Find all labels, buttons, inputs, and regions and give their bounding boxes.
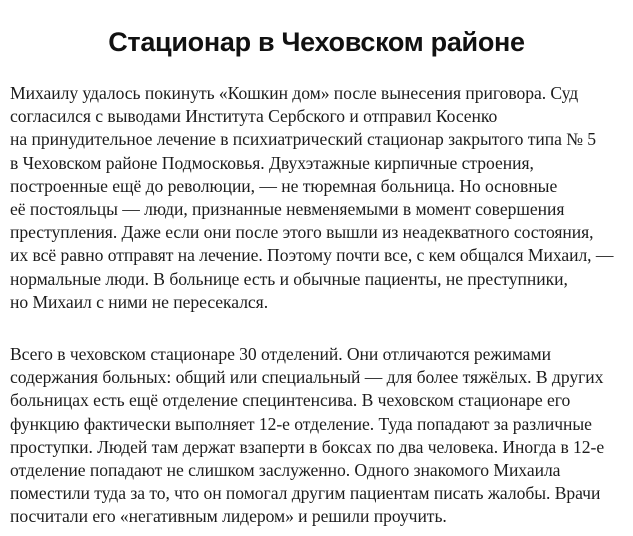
paragraph-line: построенные ещё до революции, — не тюремная больница. Но основные	[10, 175, 558, 196]
paragraph-line: больницах есть ещё отделение специнтенсива. В чеховском стационаре его	[10, 390, 571, 411]
paragraph-line: посчитали его «негативным лидером» и решили проучить.	[10, 506, 447, 527]
paragraph-2	[10, 343, 628, 529]
paragraph-line: но Михаил с ними не пересекался.	[10, 291, 269, 312]
paragraph-line: на принудительное лечение в психиатрический стационар закрытого типа № 5	[10, 129, 597, 150]
paragraph-line: в Чеховском районе Подмосковья. Двухэтажные кирпичные строения,	[10, 152, 534, 173]
paragraph-line: её постояльцы — люди, признанные невменяемыми в момент совершения	[10, 198, 565, 219]
paragraph-line: их всё равно отправят на лечение. Поэтому почти все, с кем общался Михаил, —	[10, 245, 614, 266]
paragraph-line: проступки. Людей там держат взаперти в боксах по два человека. Иногда в 12-е	[10, 436, 605, 457]
paragraph-1	[10, 82, 628, 314]
article-title: Стационар в Чеховском районе	[108, 27, 525, 57]
paragraph-line: поместили туда за то, что он помогал другим пациентам писать жалобы. Врачи	[10, 483, 601, 504]
paragraph-line: Михаилу удалось покинуть «Кошкин дом» после вынесения приговора. Суд	[10, 83, 579, 103]
paragraph-line: согласился с выводами Института Сербского и отправил Косенко	[10, 106, 498, 127]
paragraph-line: функцию фактически выполняет 12-е отделение. Туда попадают за различные	[10, 413, 592, 434]
paragraph-line: Всего в чеховском стационаре 30 отделений. Они отличаются режимами	[10, 344, 552, 364]
paragraph-line: нормальные люди. В больнице есть и обычные пациенты, не преступники,	[10, 268, 568, 289]
paragraph-line: отделение попадают не слишком заслуженно. Одного знакомого Михаила	[10, 459, 561, 480]
paragraph-line: преступления. Даже если они после этого вышли из неадекватного состояния,	[10, 222, 594, 243]
paragraph-line: содержания больных: общий или специальный — для более тяжёлых. В других	[10, 367, 604, 388]
